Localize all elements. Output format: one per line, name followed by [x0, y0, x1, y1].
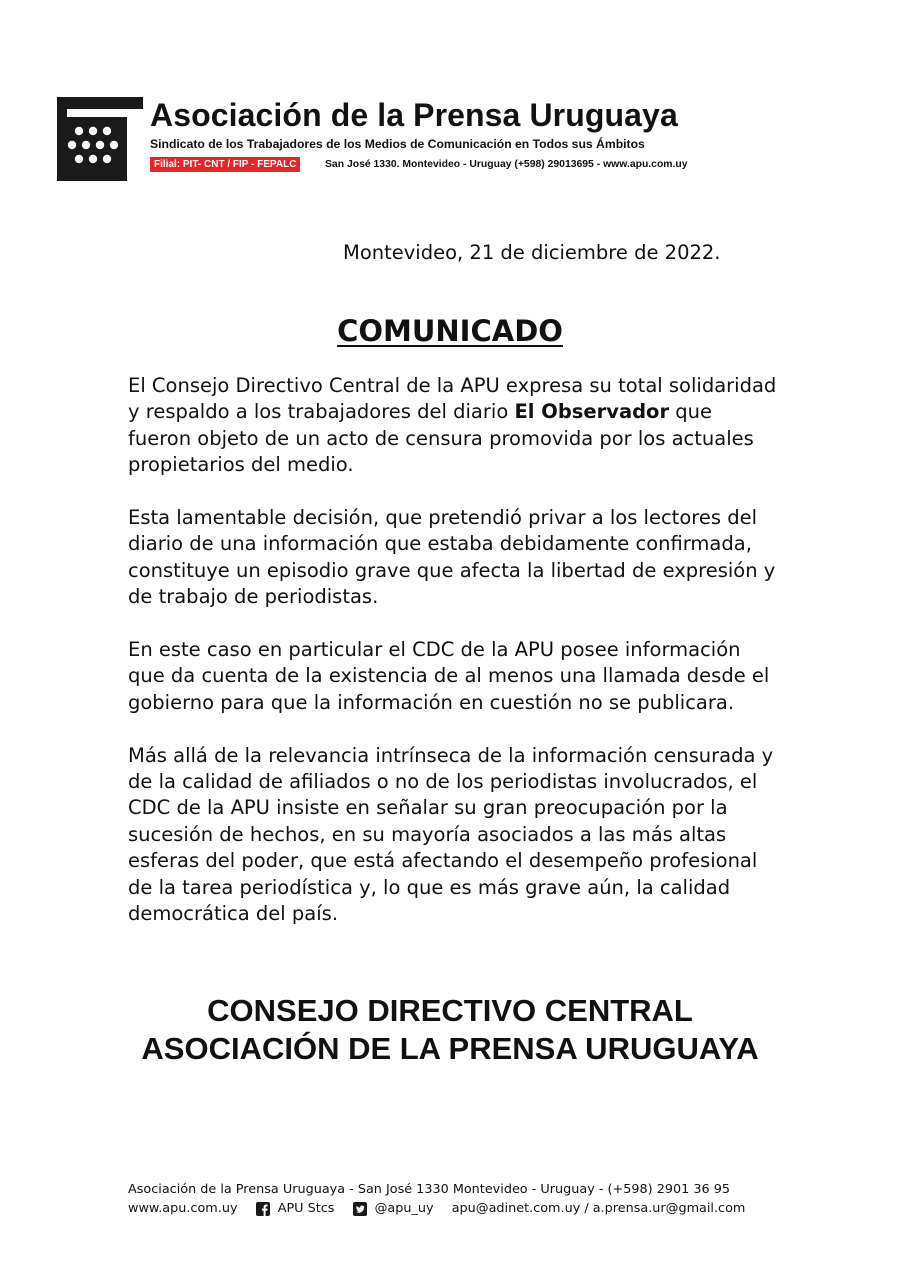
document-date: Montevideo, 21 de diciembre de 2022. [343, 241, 721, 264]
org-name: Asociación de la Prensa Uruguaya [150, 97, 678, 133]
footer-website[interactable]: www.apu.com.uy [128, 1201, 238, 1216]
paragraph-1 [128, 373, 778, 479]
footer-facebook[interactable]: APU Stcs [277, 1201, 335, 1216]
affiliation-badge: Filial: PIT- CNT / FIP - FEPALC [150, 157, 300, 172]
letterhead [57, 95, 737, 183]
signature-line-2: ASOCIACIÓN DE LA PRENSA URUGUAYA [141, 1031, 759, 1066]
footer-emails[interactable]: apu@adinet.com.uy / a.prensa.ur@gmail.com [451, 1201, 746, 1216]
facebook-icon[interactable] [256, 1202, 270, 1216]
paragraph-4: Más allá de la relevancia intrínseca de la información censurada y de la calidad de afiliados o no de los periodistas involucrados, el CDC de la APU insiste en señalar su gran preocupación por la sucesión de hechos, en su mayoría asociados a las más altas esferas del poder, que está afectando el desempeño profesional de la tarea periodística y, lo que es más grave aún, la calidad democrática del país. [128, 743, 774, 926]
document-body [128, 373, 778, 954]
typewriter-logo-icon [57, 97, 143, 181]
document-title: COMUNICADO [337, 314, 563, 348]
twitter-icon[interactable] [353, 1202, 367, 1216]
footer [128, 1180, 828, 1218]
letterhead-address: San José 1330. Montevideo - Uruguay (+598) 29013695 - www.apu.com.uy [325, 159, 688, 170]
footer-twitter[interactable]: @apu_uy [374, 1201, 434, 1216]
org-subtitle: Sindicato de los Trabajadores de los Medios de Comunicación en Todos sus Ámbitos [150, 137, 645, 151]
signature-line-1: CONSEJO DIRECTIVO CENTRAL [207, 993, 693, 1028]
paragraph-1-text-end: que fueron objeto de un acto de censura promovida por los actuales propietarios del medio. [128, 400, 754, 477]
newspaper-name: El Observador [514, 400, 670, 424]
paragraph-3: En este caso en particular el CDC de la APU posee información que da cuenta de la existencia de al menos una llamada desde el gobierno para que la información en cuestión no se publicara. [128, 638, 770, 714]
paragraph-2: Esta lamentable decisión, que pretendió privar a los lectores del diario de una información que estaba debidamente confirmada, constituye un episodio grave que afecta la libertad de expresión y de trabajo de periodistas. [128, 506, 776, 609]
signature [0, 992, 900, 1068]
footer-contacts [128, 1199, 828, 1218]
paragraph-1-text-start: El Consejo Directivo Central de la APU expresa su total solidaridad y respaldo a los trabajadores del diario [128, 374, 777, 424]
footer-address: Asociación de la Prensa Uruguaya - San José 1330 Montevideo - Uruguay - (+598) 2901 36 95 [128, 1182, 731, 1197]
